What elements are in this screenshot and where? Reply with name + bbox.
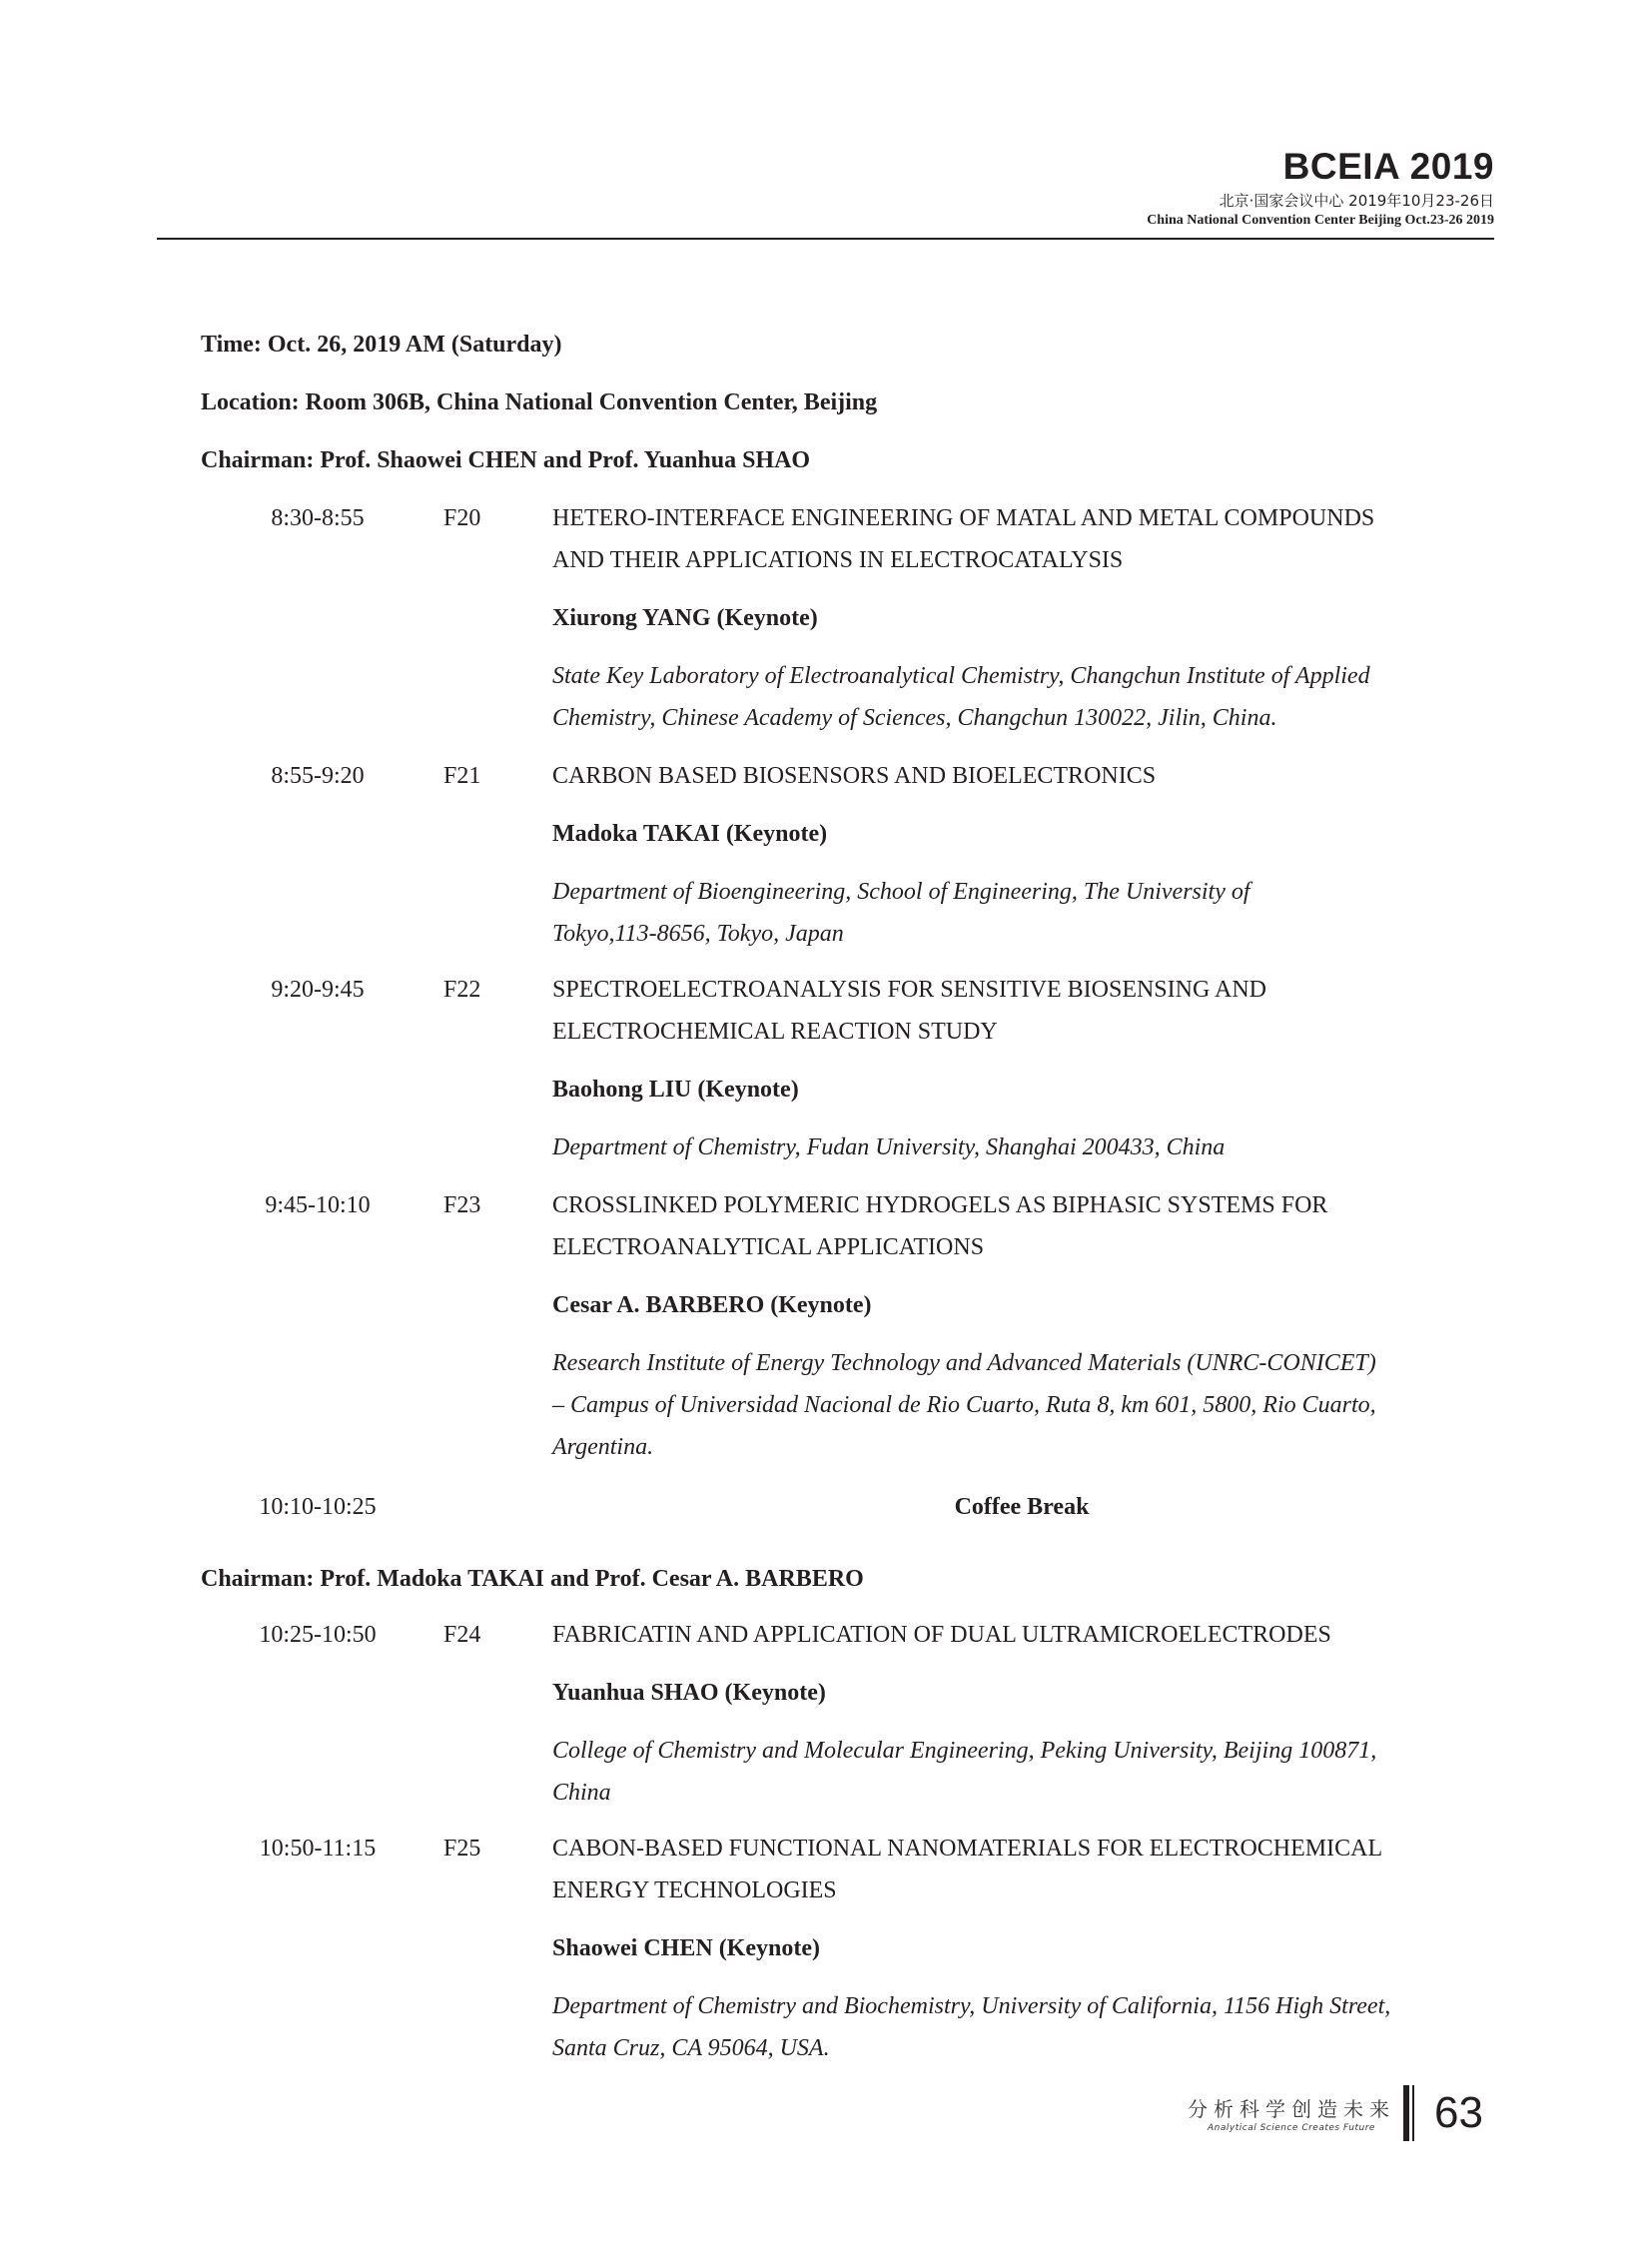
entry-code: F21 [443,763,481,789]
entry-title-line: CARBON BASED BIOSENSORS AND BIOELECTRONICS [552,763,1157,789]
entry-affiliation-line: Argentina. [552,1434,654,1460]
entry-title-line: ELECTROCHEMICAL REACTION STUDY [552,1019,998,1045]
session-location: Location: Room 306B, China National Convention Center, Beijing [201,389,878,415]
entry-title-line: ENERGY TECHNOLOGIES [552,1877,837,1903]
entry-affiliation-line: Research Institute of Energy Technology and Advanced Materials (UNRC-CONICET) [552,1350,1376,1376]
entry-content [552,497,1491,739]
entry-content [552,755,1491,955]
entry-time: 10:25-10:50 [259,1622,377,1648]
conference-title: BCEIA 2019 [1282,146,1494,187]
entry-time: 9:20-9:45 [271,977,365,1003]
entry-code: F20 [443,505,481,531]
entry-title-line: AND THEIR APPLICATIONS IN ELECTROCATALYSIS [552,547,1124,573]
entry-affiliation-line: Department of Bioengineering, School of Engineering, The University of [552,879,1250,905]
entry-affiliation-line: Santa Cruz, CA 95064, USA. [552,2035,830,2061]
entry-content [552,969,1491,1168]
entry-title-line: ELECTROANALYTICAL APPLICATIONS [552,1234,985,1260]
entry-author: Yuanhua SHAO (Keynote) [552,1680,826,1706]
entry-title-line: FABRICATIN AND APPLICATION OF DUAL ULTRAMICROELECTRODES [552,1622,1331,1648]
entry-title-line: SPECTROELECTROANALYSIS FOR SENSITIVE BIOSENSING AND [552,977,1266,1003]
entry-title-line: HETERO-INTERFACE ENGINEERING OF MATAL AND METAL COMPOUNDS [552,505,1375,531]
entry-affiliation-line: China [552,1780,611,1806]
entry-time: 8:30-8:55 [271,505,365,531]
entry-content [552,1614,1491,1814]
entry-content [552,1184,1491,1468]
entry-time: 10:50-11:15 [259,1836,377,1862]
entry-time: 9:45-10:10 [265,1192,371,1218]
session-chairman: Chairman: Prof. Shaowei CHEN and Prof. Yuanhua SHAO [201,447,811,473]
entry-author: Xiurong YANG (Keynote) [552,605,818,631]
entry-code: F22 [443,977,481,1003]
footer-divider-thin [1412,2085,1414,2141]
entry-affiliation-line: Department of Chemistry and Biochemistry, University of California, 1156 High Street, [552,1993,1391,2019]
entry-author: Cesar A. BARBERO (Keynote) [552,1292,872,1318]
conference-venue-cn: 北京·国家会议中心 2019年10月23-26日 [1219,192,1494,210]
entry-author: Shaowei CHEN (Keynote) [552,1935,820,1961]
slogan-cn: 分析科学创造未来 [1188,2097,1395,2121]
coffee-break-label: Coffee Break [954,1494,1090,1520]
entry-time: 8:55-9:20 [271,763,365,789]
entry-code: F24 [443,1622,481,1648]
entry-affiliation-line: – Campus of Universidad Nacional de Rio Cuarto, Ruta 8, km 601, 5800, Rio Cuarto, [552,1392,1376,1418]
conference-venue-en: China National Convention Center Beijing Oct.23-26 2019 [1147,213,1494,228]
entry-affiliation-line: State Key Laboratory of Electroanalytical Chemistry, Changchun Institute of Applied [552,663,1370,689]
footer-slogan [1188,2099,1395,2133]
entry-code: F25 [443,1836,481,1862]
entry-affiliation-line: Department of Chemistry, Fudan University, Shanghai 200433, China [552,1134,1226,1160]
break-time: 10:10-10:25 [259,1494,377,1520]
page-number: 63 [1434,2088,1483,2137]
entry-code: F23 [443,1192,481,1218]
entry-affiliation-line: Chemistry, Chinese Academy of Sciences, Changchun 130022, Jilin, China. [552,705,1277,731]
entry-author: Baohong LIU (Keynote) [552,1077,799,1103]
entry-affiliation-line: College of Chemistry and Molecular Engineering, Peking University, Beijing 100871, [552,1738,1377,1764]
session-chairman: Chairman: Prof. Madoka TAKAI and Prof. Cesar A. BARBERO [201,1566,864,1592]
session-time: Time: Oct. 26, 2019 AM (Saturday) [201,332,562,358]
page-header [157,148,1494,240]
entry-title-line: CABON-BASED FUNCTIONAL NANOMATERIALS FOR ELECTROCHEMICAL [552,1836,1383,1862]
footer-divider-thick [1403,2085,1409,2141]
entry-title-line: CROSSLINKED POLYMERIC HYDROGELS AS BIPHASIC SYSTEMS FOR [552,1192,1328,1218]
entry-content [552,1828,1491,2069]
slogan-en: Analytical Science Creates Future [1208,2123,1375,2133]
entry-affiliation-line: Tokyo,113-8656, Tokyo, Japan [552,921,844,947]
entry-author: Madoka TAKAI (Keynote) [552,821,828,847]
